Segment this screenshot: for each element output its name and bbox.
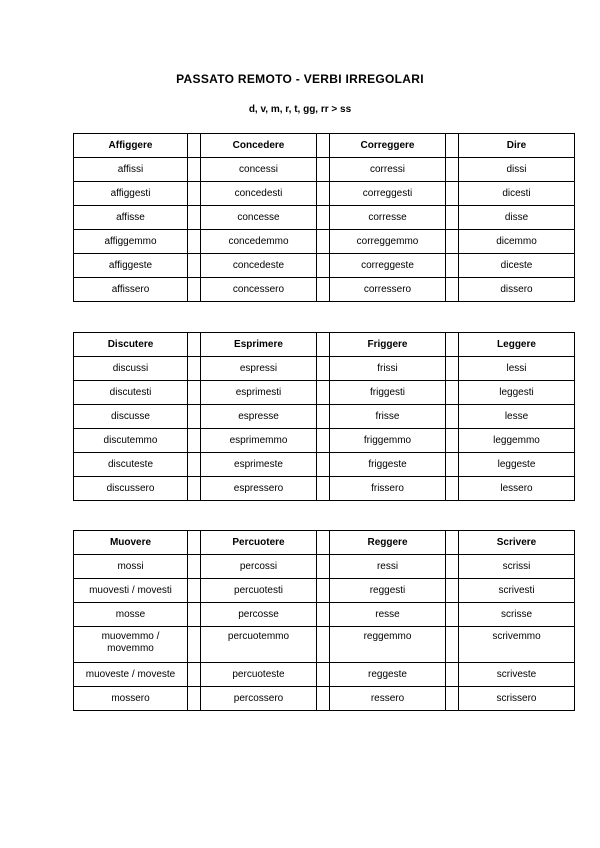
conjugation-cell: affiggeste (74, 254, 188, 278)
spacer-cell (188, 477, 201, 501)
conjugation-cell: affissero (74, 278, 188, 302)
spacer-cell (446, 555, 459, 579)
conjugation-cell: leggemmo (459, 429, 575, 453)
spacer-cell (317, 158, 330, 182)
spacer-cell (317, 206, 330, 230)
spacer-cell (446, 663, 459, 687)
spacer-cell (446, 381, 459, 405)
verb-table-1 (73, 133, 575, 302)
spacer-cell (317, 182, 330, 206)
conjugation-cell: friggesti (330, 381, 446, 405)
conjugation-cell: discussero (74, 477, 188, 501)
spacer-cell (446, 254, 459, 278)
table-row (74, 357, 575, 381)
spacer-cell (188, 531, 201, 555)
conjugation-cell: concedemmo (201, 230, 317, 254)
verb-table-2 (73, 332, 575, 501)
table-row (74, 663, 575, 687)
spacer-cell (317, 579, 330, 603)
conjugation-cell: muovemmo / movemmo (74, 627, 188, 663)
conjugation-cell: dicemmo (459, 230, 575, 254)
conjugation-cell: mossero (74, 687, 188, 711)
conjugation-cell: espressi (201, 357, 317, 381)
conjugation-cell: esprimemmo (201, 429, 317, 453)
spacer-cell (317, 627, 330, 663)
conjugation-cell: percuotemmo (201, 627, 317, 663)
spacer-cell (317, 333, 330, 357)
conjugation-cell: lesse (459, 405, 575, 429)
conjugation-cell: affiggemmo (74, 230, 188, 254)
conjugation-cell: correggeste (330, 254, 446, 278)
spacer-cell (188, 405, 201, 429)
conjugation-cell: correggesti (330, 182, 446, 206)
conjugation-cell: scriveste (459, 663, 575, 687)
conjugation-cell: scrivemmo (459, 627, 575, 663)
spacer-cell (446, 405, 459, 429)
spacer-cell (446, 278, 459, 302)
conjugation-cell: reggeste (330, 663, 446, 687)
spacer-cell (188, 182, 201, 206)
spacer-cell (446, 531, 459, 555)
table-header-row (74, 333, 575, 357)
spacer-cell (188, 579, 201, 603)
conjugation-cell: concessero (201, 278, 317, 302)
conjugation-cell: friggeste (330, 453, 446, 477)
conjugation-cell: percuotesti (201, 579, 317, 603)
spacer-cell (317, 278, 330, 302)
page-title: PASSATO REMOTO - VERBI IRREGOLARI (176, 72, 424, 86)
conjugation-cell: dissi (459, 158, 575, 182)
spacer-cell (188, 134, 201, 158)
conjugation-cell: friggemmo (330, 429, 446, 453)
conjugation-cell: discutemmo (74, 429, 188, 453)
conjugation-cell: concesse (201, 206, 317, 230)
spacer-cell (317, 687, 330, 711)
spacer-cell (446, 134, 459, 158)
verb-header-cell: Scrivere (459, 531, 575, 555)
conjugation-cell: ressi (330, 555, 446, 579)
spacer-cell (317, 477, 330, 501)
spacer-cell (317, 531, 330, 555)
table-row (74, 429, 575, 453)
conjugation-cell: dicesti (459, 182, 575, 206)
spacer-cell (188, 555, 201, 579)
conjugation-cell: corressero (330, 278, 446, 302)
conjugation-cell: percuoteste (201, 663, 317, 687)
conjugation-cell: espresse (201, 405, 317, 429)
spacer-cell (317, 603, 330, 627)
spacer-cell (188, 206, 201, 230)
conjugation-cell: muoveste / moveste (74, 663, 188, 687)
conjugation-cell: esprimesti (201, 381, 317, 405)
table-row (74, 627, 575, 663)
conjugation-cell: frissi (330, 357, 446, 381)
spacer-cell (317, 357, 330, 381)
conjugation-cell: scrivesti (459, 579, 575, 603)
verb-header-cell: Dire (459, 134, 575, 158)
table-header-row (74, 134, 575, 158)
spacer-cell (446, 687, 459, 711)
table-row (74, 206, 575, 230)
conjugation-cell: concedeste (201, 254, 317, 278)
spacer-cell (188, 158, 201, 182)
table-row (74, 603, 575, 627)
spacer-cell (317, 134, 330, 158)
spacer-cell (446, 206, 459, 230)
verb-header-cell: Reggere (330, 531, 446, 555)
conjugation-cell: percossi (201, 555, 317, 579)
spacer-cell (188, 230, 201, 254)
conjugation-cell: dissero (459, 278, 575, 302)
spacer-cell (317, 429, 330, 453)
spacer-cell (446, 230, 459, 254)
conjugation-cell: resse (330, 603, 446, 627)
spacer-cell (446, 333, 459, 357)
spacer-cell (188, 453, 201, 477)
conjugation-cell: concedesti (201, 182, 317, 206)
conjugation-cell: mosse (74, 603, 188, 627)
spacer-cell (446, 579, 459, 603)
table-row (74, 278, 575, 302)
conjugation-cell: corressi (330, 158, 446, 182)
spacer-cell (446, 158, 459, 182)
spacer-cell (188, 687, 201, 711)
table-row (74, 230, 575, 254)
conjugation-cell: scrisse (459, 603, 575, 627)
conjugation-cell: lessi (459, 357, 575, 381)
spacer-cell (446, 453, 459, 477)
spacer-cell (446, 182, 459, 206)
conjugation-cell: discutesti (74, 381, 188, 405)
conjugation-cell: mossi (74, 555, 188, 579)
spacer-cell (188, 333, 201, 357)
table-row (74, 405, 575, 429)
spacer-cell (188, 357, 201, 381)
spacer-cell (317, 381, 330, 405)
spacer-cell (188, 627, 201, 663)
spacer-cell (317, 555, 330, 579)
conjugation-cell: scrissero (459, 687, 575, 711)
conjugation-cell: scrissi (459, 555, 575, 579)
verb-header-cell: Discutere (74, 333, 188, 357)
spacer-cell (317, 230, 330, 254)
table-header-row (74, 531, 575, 555)
spacer-cell (317, 663, 330, 687)
spacer-cell (317, 405, 330, 429)
verb-header-cell: Correggere (330, 134, 446, 158)
conjugation-cell: discuteste (74, 453, 188, 477)
conjugation-cell: percossero (201, 687, 317, 711)
verb-table-3 (73, 530, 575, 711)
table-row (74, 182, 575, 206)
conjugation-cell: affissi (74, 158, 188, 182)
conjugation-cell: correggemmo (330, 230, 446, 254)
conjugation-cell: concessi (201, 158, 317, 182)
verb-header-cell: Friggere (330, 333, 446, 357)
table-row (74, 687, 575, 711)
spacer-cell (446, 627, 459, 663)
table-row (74, 381, 575, 405)
conjugation-cell: leggeste (459, 453, 575, 477)
spacer-cell (188, 278, 201, 302)
spacer-cell (446, 429, 459, 453)
spacer-cell (446, 357, 459, 381)
conjugation-cell: ressero (330, 687, 446, 711)
spacer-cell (188, 663, 201, 687)
page-subtitle: d, v, m, r, t, gg, rr > ss (248, 104, 352, 115)
conjugation-cell: frissero (330, 477, 446, 501)
conjugation-cell: frisse (330, 405, 446, 429)
conjugation-cell: disse (459, 206, 575, 230)
spacer-cell (188, 254, 201, 278)
verb-header-cell: Leggere (459, 333, 575, 357)
verb-header-cell: Percuotere (201, 531, 317, 555)
conjugation-cell: discussi (74, 357, 188, 381)
conjugation-cell: corresse (330, 206, 446, 230)
table-row (74, 555, 575, 579)
verb-header-cell: Affiggere (74, 134, 188, 158)
conjugation-cell: espressero (201, 477, 317, 501)
table-row (74, 254, 575, 278)
conjugation-cell: percosse (201, 603, 317, 627)
spacer-cell (317, 453, 330, 477)
spacer-cell (188, 429, 201, 453)
conjugation-cell: affisse (74, 206, 188, 230)
conjugation-cell: reggesti (330, 579, 446, 603)
conjugation-cell: lessero (459, 477, 575, 501)
spacer-cell (446, 603, 459, 627)
conjugation-cell: affiggesti (74, 182, 188, 206)
verb-header-cell: Muovere (74, 531, 188, 555)
conjugation-cell: muovesti / movesti (74, 579, 188, 603)
conjugation-cell: leggesti (459, 381, 575, 405)
spacer-cell (188, 381, 201, 405)
table-row (74, 453, 575, 477)
conjugation-cell: reggemmo (330, 627, 446, 663)
conjugation-cell: diceste (459, 254, 575, 278)
conjugation-cell: discusse (74, 405, 188, 429)
spacer-cell (188, 603, 201, 627)
spacer-cell (446, 477, 459, 501)
spacer-cell (317, 254, 330, 278)
table-row (74, 477, 575, 501)
conjugation-cell: esprimeste (201, 453, 317, 477)
table-row (74, 579, 575, 603)
verb-header-cell: Concedere (201, 134, 317, 158)
verb-header-cell: Esprimere (201, 333, 317, 357)
table-row (74, 158, 575, 182)
